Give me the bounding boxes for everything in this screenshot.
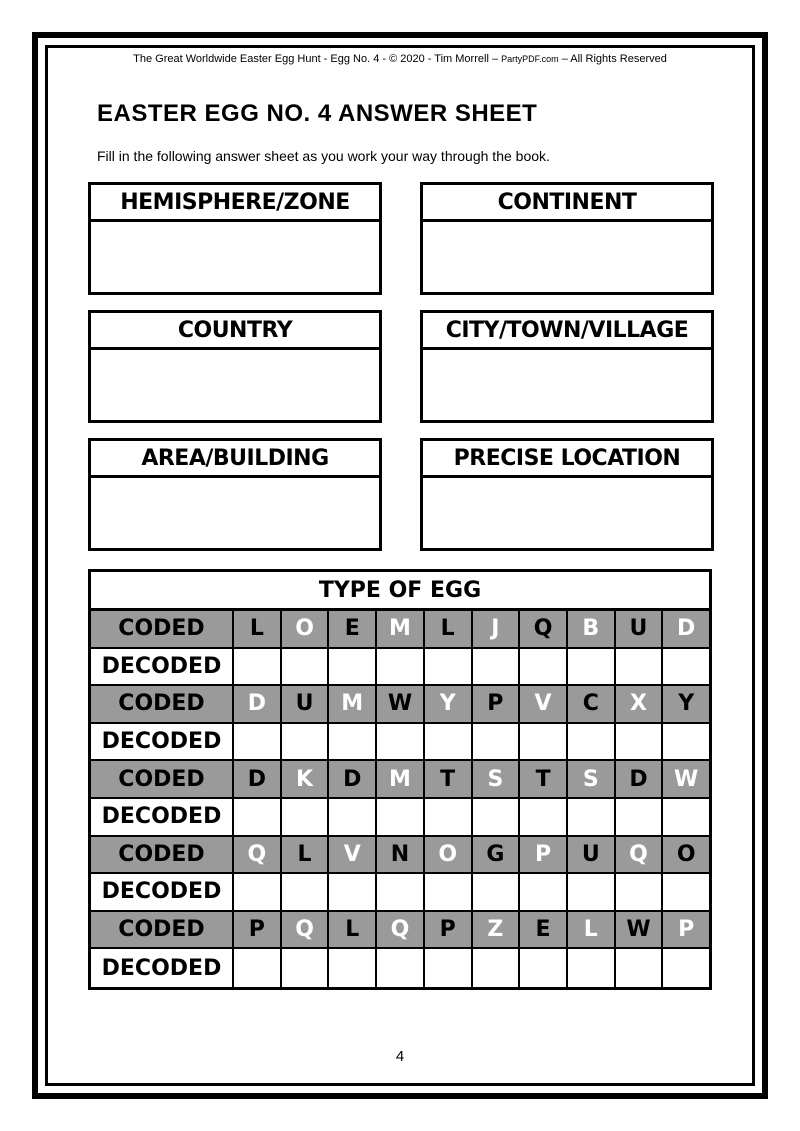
decoded-row: [91, 799, 709, 837]
decoded-letter-input[interactable]: [377, 799, 425, 835]
coded-letter-cell: P: [678, 917, 695, 943]
coded-letter-cell: P: [520, 837, 568, 873]
decoded-letter-input[interactable]: [616, 799, 664, 835]
coded-letter-cell: X: [616, 686, 664, 722]
decoded-letter-input[interactable]: [282, 874, 330, 910]
coded-letter-cell: S: [568, 761, 616, 797]
coded-letter-cell: Z: [473, 912, 521, 948]
decoded-letter-input[interactable]: [473, 724, 521, 760]
coded-label: CODED: [91, 761, 234, 797]
decoded-letter-input[interactable]: [568, 649, 616, 685]
box-label: PRECISE LOCATION: [423, 441, 711, 478]
decoded-letter-input[interactable]: [234, 799, 282, 835]
decoded-letter-input[interactable]: [520, 874, 568, 910]
coded-row: [91, 686, 709, 724]
coded-label: CODED: [91, 912, 234, 948]
site-name: PartyPDF.com: [501, 54, 559, 64]
type-of-egg-table: [88, 569, 712, 990]
decoded-letter-input[interactable]: [473, 799, 521, 835]
decoded-letter-input[interactable]: [377, 874, 425, 910]
coded-letter-cell: E: [520, 912, 568, 948]
decoded-letter-input[interactable]: [616, 724, 664, 760]
country-answer-field[interactable]: [91, 350, 379, 420]
decoded-letter-input[interactable]: [473, 874, 521, 910]
decoded-letter-input[interactable]: [663, 799, 709, 835]
decoded-letter-input[interactable]: [329, 649, 377, 685]
coded-row: [91, 761, 709, 799]
decoded-letter-input[interactable]: [282, 649, 330, 685]
page-title: EASTER EGG NO. 4 ANSWER SHEET: [97, 100, 538, 127]
coded-letter-cell: N: [377, 837, 425, 873]
coded-letter-cell: Q: [282, 912, 330, 948]
coded-letter-cell: O: [425, 837, 473, 873]
coded-letter-cell: D: [616, 761, 664, 797]
box-label: HEMISPHERE/ZONE: [91, 185, 379, 222]
decoded-letter-input[interactable]: [425, 874, 473, 910]
coded-letter-cell: P: [234, 912, 282, 948]
decoded-letter-input[interactable]: [234, 874, 282, 910]
decoded-letter-input[interactable]: [568, 799, 616, 835]
coded-letter-cell: V: [520, 686, 568, 722]
coded-letter-cell: Y: [678, 691, 695, 717]
coded-letter-cell: L: [329, 912, 377, 948]
decoded-letter-input[interactable]: [425, 649, 473, 685]
coded-letter-cell: P: [425, 912, 473, 948]
decoded-label: DECODED: [91, 724, 234, 760]
decoded-label: DECODED: [91, 874, 234, 910]
coded-letter-cell: M: [377, 761, 425, 797]
coded-letter-cell: S: [473, 761, 521, 797]
decoded-letter-input[interactable]: [234, 649, 282, 685]
city-town-village-answer-field[interactable]: [423, 350, 711, 420]
decoded-letter-input[interactable]: [282, 799, 330, 835]
area-building-answer-field[interactable]: [91, 478, 379, 548]
decoded-letter-input[interactable]: [520, 649, 568, 685]
decoded-letter-input[interactable]: [520, 724, 568, 760]
decoded-row: [91, 949, 709, 987]
coded-letter-cell: G: [473, 837, 521, 873]
coded-letter-cell: P: [473, 686, 521, 722]
decoded-letter-input[interactable]: [473, 949, 521, 987]
continent-answer-field[interactable]: [423, 222, 711, 292]
decoded-letter-input[interactable]: [520, 799, 568, 835]
decoded-row: [91, 874, 709, 912]
decoded-letter-input[interactable]: [377, 649, 425, 685]
egg-table-rows: [91, 611, 709, 987]
decoded-letter-input[interactable]: [663, 649, 709, 685]
coded-letter-cell: L: [282, 837, 330, 873]
coded-letter-cell: D: [234, 686, 282, 722]
coded-row: [91, 611, 709, 649]
box-label: CONTINENT: [423, 185, 711, 222]
decoded-letter-input[interactable]: [568, 874, 616, 910]
coded-letter-cell: T: [520, 761, 568, 797]
coded-letter-cell: O: [282, 611, 330, 647]
decoded-letter-input[interactable]: [377, 724, 425, 760]
coded-letter-cell: M: [377, 611, 425, 647]
copyright-text: The Great Worldwide Easter Egg Hunt - Egg No. 4 - © 2020 - Tim Morrell –: [133, 53, 502, 65]
decoded-letter-input[interactable]: [234, 949, 282, 987]
decoded-letter-input[interactable]: [425, 724, 473, 760]
box-label: AREA/BUILDING: [91, 441, 379, 478]
decoded-letter-input[interactable]: [473, 649, 521, 685]
coded-letter-cell: U: [568, 837, 616, 873]
decoded-row: [91, 649, 709, 687]
instructions-text: Fill in the following answer sheet as you work your way through the book.: [97, 148, 550, 164]
coded-letter-cell: U: [282, 686, 330, 722]
decoded-label: DECODED: [91, 949, 234, 987]
city-town-village-box: [420, 310, 714, 423]
decoded-row: [91, 724, 709, 762]
coded-letter-cell: O: [676, 841, 696, 867]
decoded-label: DECODED: [91, 799, 234, 835]
decoded-letter-input[interactable]: [568, 724, 616, 760]
coded-letter-cell: L: [234, 611, 282, 647]
coded-letter-cell: E: [329, 611, 377, 647]
coded-letter-cell: D: [677, 616, 696, 642]
area-building-box: [88, 438, 382, 551]
coded-letter-cell: J: [473, 611, 521, 647]
coded-letter-cell: L: [568, 912, 616, 948]
coded-letter-cell: Q: [377, 912, 425, 948]
coded-label: CODED: [91, 837, 234, 873]
coded-letter-cell: Q: [616, 837, 664, 873]
coded-label: CODED: [91, 611, 234, 647]
coded-letter-cell: C: [568, 686, 616, 722]
box-label: CITY/TOWN/VILLAGE: [423, 313, 711, 350]
coded-letter-cell: Q: [234, 837, 282, 873]
decoded-letter-input[interactable]: [425, 949, 473, 987]
decoded-letter-input[interactable]: [616, 649, 664, 685]
decoded-letter-input[interactable]: [329, 724, 377, 760]
box-label: COUNTRY: [91, 313, 379, 350]
coded-row: [91, 912, 709, 950]
decoded-letter-input[interactable]: [616, 949, 664, 987]
coded-letter-cell: M: [329, 686, 377, 722]
coded-letter-cell: D: [234, 761, 282, 797]
coded-letter-cell: V: [329, 837, 377, 873]
coded-letter-cell: Q: [520, 611, 568, 647]
coded-row: [91, 837, 709, 875]
hemisphere-zone-box: [88, 182, 382, 295]
coded-letter-cell: U: [616, 611, 664, 647]
coded-letter-cell: T: [425, 761, 473, 797]
precise-location-answer-field[interactable]: [423, 478, 711, 548]
decoded-letter-input[interactable]: [663, 949, 709, 987]
coded-letter-cell: W: [377, 686, 425, 722]
decoded-letter-input[interactable]: [234, 724, 282, 760]
decoded-letter-input[interactable]: [282, 724, 330, 760]
copyright-suffix: – All Rights Reserved: [558, 53, 667, 65]
coded-label: CODED: [91, 686, 234, 722]
decoded-letter-input[interactable]: [663, 874, 709, 910]
decoded-letter-input[interactable]: [329, 949, 377, 987]
decoded-letter-input[interactable]: [425, 799, 473, 835]
page-number: 4: [395, 1048, 405, 1065]
hemisphere-zone-answer-field[interactable]: [91, 222, 379, 292]
copyright-header: [0, 53, 800, 65]
decoded-letter-input[interactable]: [377, 949, 425, 987]
coded-letter-cell: Y: [425, 686, 473, 722]
egg-table-title: TYPE OF EGG: [91, 572, 709, 611]
country-box: [88, 310, 382, 423]
coded-letter-cell: W: [616, 912, 664, 948]
coded-letter-cell: L: [425, 611, 473, 647]
decoded-letter-input[interactable]: [568, 949, 616, 987]
decoded-letter-input[interactable]: [329, 799, 377, 835]
coded-letter-cell: D: [329, 761, 377, 797]
decoded-letter-input[interactable]: [520, 949, 568, 987]
coded-letter-cell: B: [568, 611, 616, 647]
decoded-label: DECODED: [91, 649, 234, 685]
coded-letter-cell: K: [282, 761, 330, 797]
decoded-letter-input[interactable]: [616, 874, 664, 910]
decoded-letter-input[interactable]: [282, 949, 330, 987]
coded-letter-cell: W: [674, 766, 699, 792]
decoded-letter-input[interactable]: [663, 724, 709, 760]
decoded-letter-input[interactable]: [329, 874, 377, 910]
continent-box: [420, 182, 714, 295]
precise-location-box: [420, 438, 714, 551]
